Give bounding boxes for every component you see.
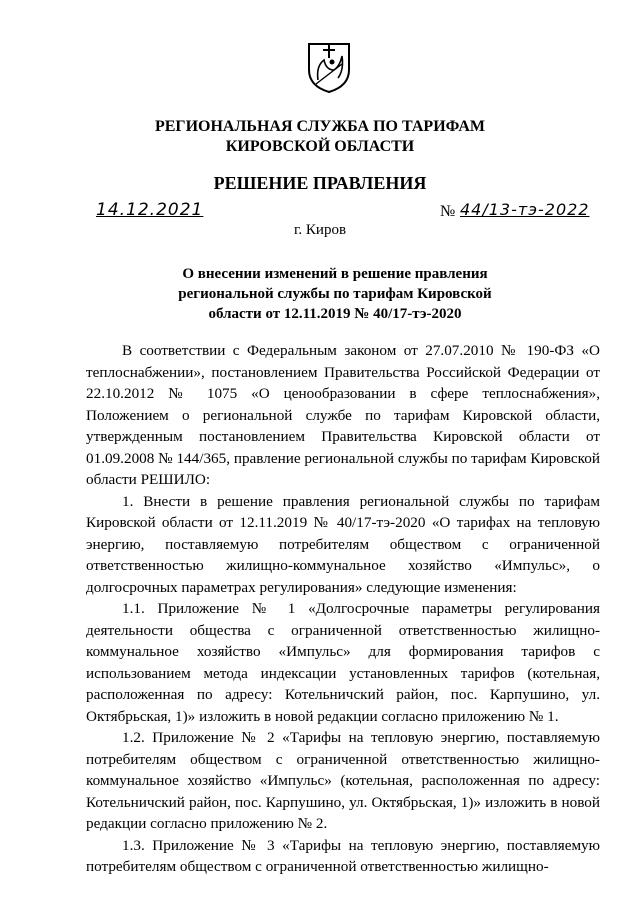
handwritten-date: 14.12.2021 bbox=[96, 200, 204, 220]
subject-line3: области от 12.11.2019 № 40/17-тэ-2020 bbox=[208, 306, 462, 322]
subject-line2: региональной службы по тарифам Кировской bbox=[178, 286, 492, 302]
organization-name-line2: КИРОВСКОЙ ОБЛАСТИ bbox=[225, 138, 415, 155]
document-body bbox=[86, 340, 600, 878]
body-paragraph-item-1-2: 1.2. Приложение № 2 «Тарифы на тепловую энергию, поставляемую потребителям обществом с ограниченной ответственностью жилищно-коммунальное хозяйство «Импульс» (котельная, расположенная по адресу: Котельничский район, пос. Карпушино, ул. Октябрьская, 1)» изложить в новой редакции согласно приложению № 2. bbox=[86, 729, 600, 832]
subject-line1: О внесении изменений в решение правления bbox=[182, 266, 488, 282]
number-label: № bbox=[440, 203, 456, 220]
body-paragraph-item-1-1: 1.1. Приложение № 1 «Долгосрочные параметры регулирования деятельности общества с ограниченной ответственностью жилищно-коммунальное хозяйство «Импульс» для формирования тарифов с использованием метода индексации установленных тарифов (котельная, расположенная по адресу: Котельничский район, пос. Карпушино, ул. Октябрьская, 1)» изложить в новой редакции согласно приложению № 1. bbox=[86, 600, 600, 725]
city-line: г. Киров bbox=[293, 222, 347, 238]
document-title: РЕШЕНИЕ ПРАВЛЕНИЯ bbox=[213, 173, 427, 193]
handwritten-number: 44/13-тэ-2022 bbox=[460, 200, 590, 219]
body-paragraph-item-1-3: 1.3. Приложение № 3 «Тарифы на тепловую энергию, поставляемую потребителям обществом с ограниченной ответственностью жилищно- bbox=[86, 836, 600, 875]
body-paragraph-item-1: 1. Внести в решение правления региональной службы по тарифам Кировской области от 12.11.2019 № 40/17-тэ-2020 «О тарифах на тепловую энергию, поставляемую потребителям обществом с ограниченной ответственностью жилищно-коммунальное хозяйство «Импульс», о долгосрочных параметрах регулирования» следующие изменения: bbox=[86, 492, 600, 596]
decision-subject bbox=[170, 264, 500, 324]
organization-name-line1: РЕГИОНАЛЬНАЯ СЛУЖБА ПО ТАРИФАМ bbox=[154, 118, 486, 135]
body-paragraph-preamble: В соответствии с Федеральным законом от 27.07.2010 № 190-ФЗ «О теплоснабжении», постановлением Правительства Российской Федерации от 22.10.2012 № 1075 «О ценообразовании в сфере теплоснабжения», Положением о региональной службе по тарифам Кировской области, утвержденным постановлением Правительства Кировской области от 01.09.2008 № 144/365, правление региональной службы по тарифам Кировской области РЕШИЛО: bbox=[86, 342, 600, 488]
coat-of-arms-icon bbox=[304, 40, 354, 94]
